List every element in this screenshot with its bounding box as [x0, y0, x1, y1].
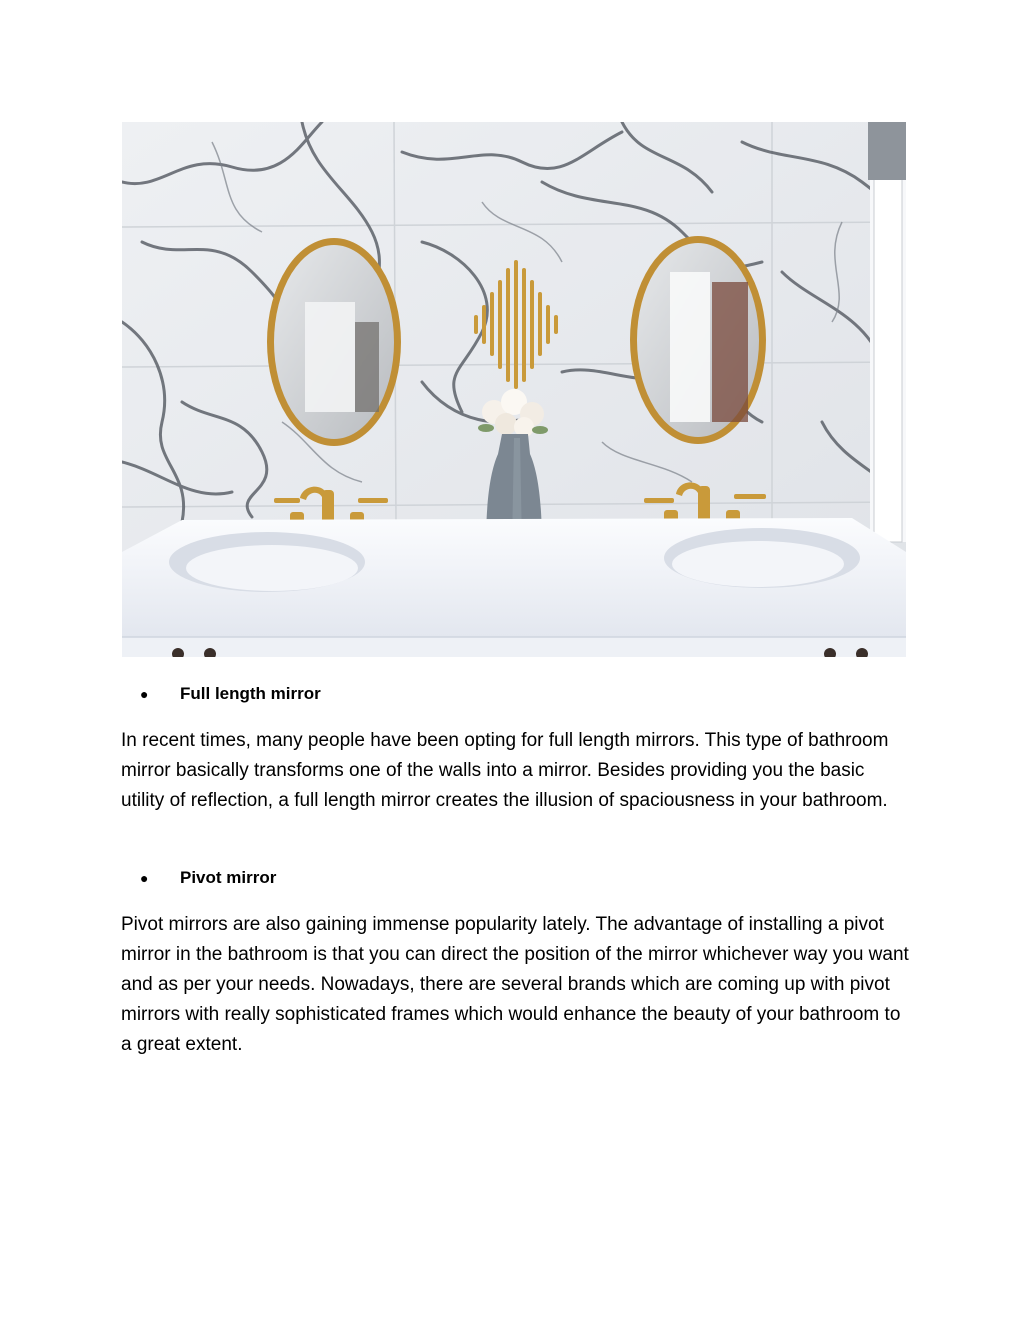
paragraph-pivot-mirror: Pivot mirrors are also gaining immense popularity lately. The advantage of installing a pivot mirror in the bathroom is that you can direct the position of the mirror whichever way you want and as per your needs. Nowadays, there are several brands which are coming up with pivot mirrors with really sophisticated frames which would enhance the beauty of your bathroom to a great extent.: [121, 914, 909, 1055]
heading-text: Pivot mirror: [180, 868, 277, 887]
heading-text: Full length mirror: [180, 684, 321, 703]
bullet-marker: ●: [140, 870, 149, 886]
bullet-heading-pivot-mirror: [140, 868, 276, 888]
bullet-heading-full-length-mirror: [140, 684, 321, 704]
bullet-marker: ●: [140, 686, 149, 702]
paragraph-full-length-mirror: In recent times, many people have been opting for full length mirrors. This type of bathroom mirror basically transforms one of the walls into a mirror. Besides providing you the basic utility of reflection, a full length mirror creates the illusion of spaciousness in your bathroom.: [121, 730, 889, 811]
bathroom-photo: [122, 122, 906, 657]
